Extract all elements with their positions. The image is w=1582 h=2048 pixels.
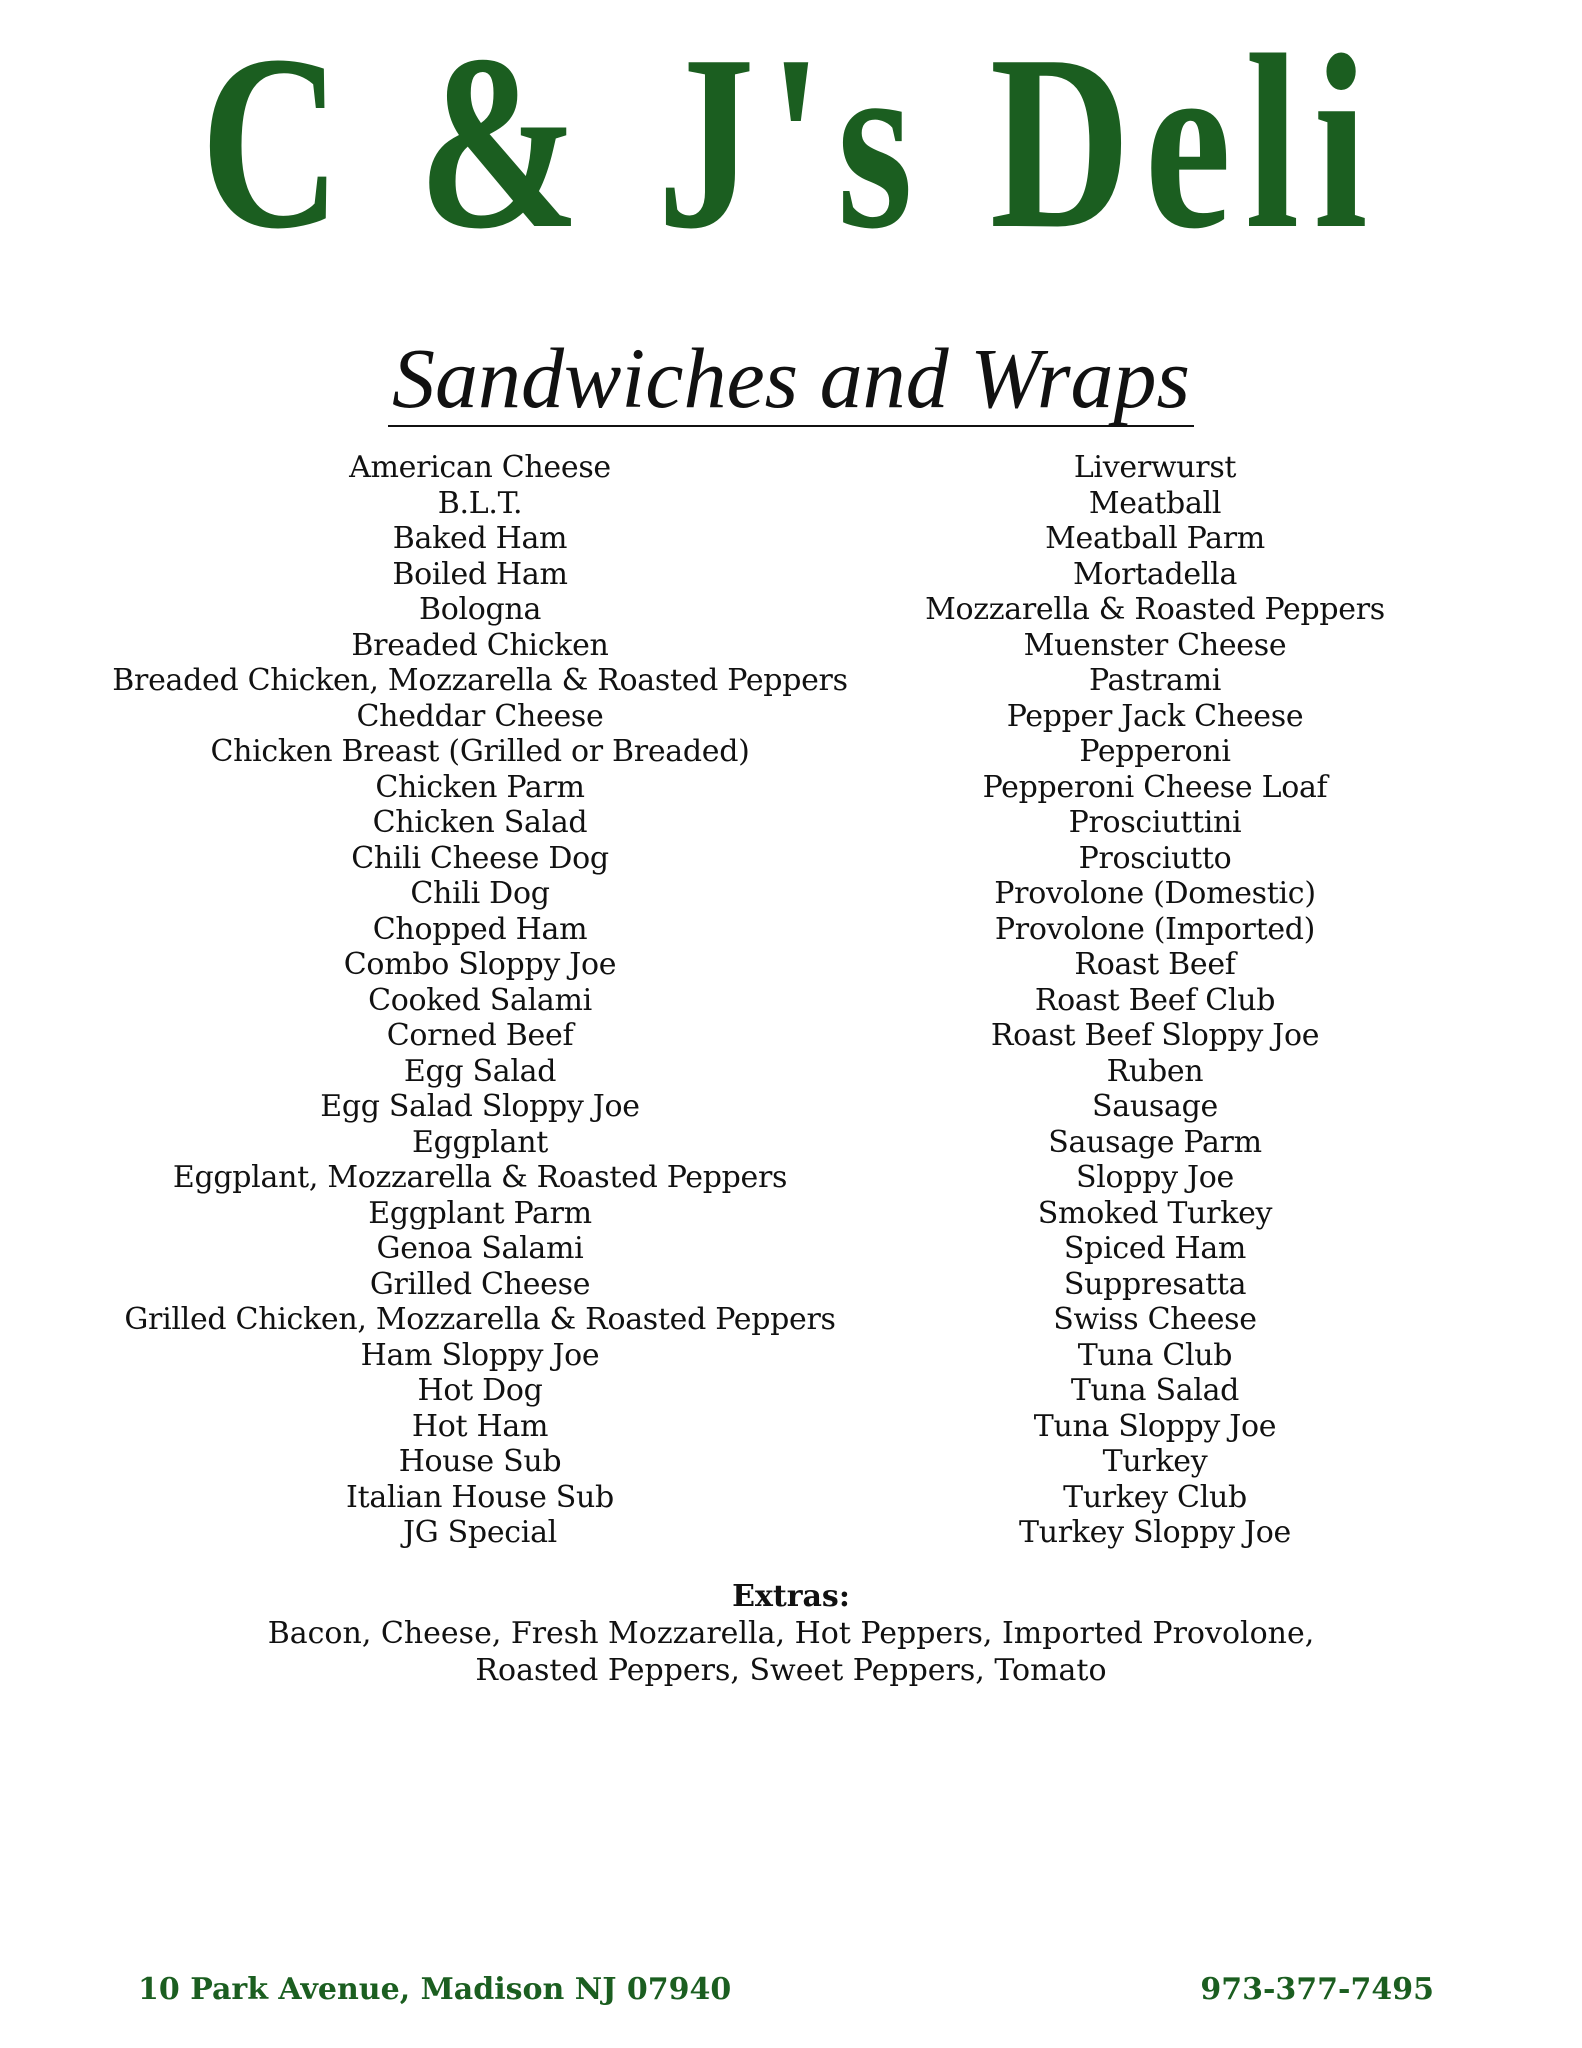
menu-item: Breaded Chicken, Mozzarella & Roasted Peppers [112,663,848,698]
menu-item: Eggplant Parm [368,1195,592,1231]
menu-item: Egg Salad Sloppy Joe [320,1089,640,1124]
menu-item: American Cheese [349,450,611,485]
menu-item: Cheddar Cheese [356,698,604,734]
menu-item: Pepper Jack Cheese [1006,698,1304,734]
menu-item: Tuna Club [1077,1337,1233,1373]
menu-item: Ruben [1106,1053,1204,1089]
menu-item: Roast Beef Sloppy Joe [990,1018,1320,1053]
menu-item: Bologna [418,592,542,627]
menu-list-right [830,450,1480,1551]
menu-item: Pepperoni [1079,734,1231,769]
menu-item: Muenster Cheese [1023,627,1287,663]
menu-item: Turkey Club [1063,1479,1247,1515]
menu-item: Meatball [1088,485,1222,521]
menu-item: Suppresatta [1063,1266,1247,1302]
menu-item: Eggplant, Mozzarella & Roasted Peppers [172,1160,788,1195]
menu-item: B.L.T. [437,485,523,521]
menu-item: Roast Beef Club [1034,982,1276,1018]
menu-item: Chili Cheese Dog [351,840,609,876]
menu-item: Smoked Turkey [1037,1195,1273,1231]
menu-item: Cooked Salami [368,982,592,1018]
menu-item: Prosciuttini [1068,805,1242,840]
menu-item: Mozzarella & Roasted Peppers [925,592,1385,627]
menu-item: Provolone (Domestic) [994,876,1316,911]
menu-item: Baked Ham [392,521,568,556]
menu-item: Liverwurst [1073,450,1237,485]
menu-item: Boiled Ham [392,556,568,592]
menu-item: Sloppy Joe [1076,1160,1234,1195]
menu-item: Egg Salad [403,1053,557,1089]
menu-item: Turkey Sloppy Joe [1019,1515,1291,1550]
menu-item: Italian House Sub [346,1479,614,1515]
menu-item: Sausage Parm [1048,1124,1262,1160]
menu-item: Chili Dog [410,876,550,911]
menu-item: Corned Beef [386,1018,574,1053]
menu-item: Grilled Chicken, Mozzarella & Roasted Peppers [124,1302,836,1337]
menu-item: Breaded Chicken [351,627,609,663]
menu-item: Sausage [1092,1089,1218,1124]
menu-item: Tuna Salad [1070,1373,1240,1408]
menu-item: Hot Ham [411,1408,549,1444]
extras-line-1: Bacon, Cheese, Fresh Mozzarella, Hot Peppers, Imported Provolone, [267,1616,1315,1651]
extras-line-2: Roasted Peppers, Sweet Peppers, Tomato [475,1653,1107,1688]
section-title [0,330,1582,427]
menu-item: Eggplant [412,1124,548,1160]
menu-item: Chicken Parm [375,769,585,805]
menu-item: Chicken Breast (Grilled or Breaded) [210,734,750,769]
deli-logo-title: C & J's Deli [200,4,1382,281]
extras-section [0,1578,1582,1689]
menu-item: Tuna Sloppy Joe [1033,1408,1277,1444]
menu-item: Meatball Parm [1045,521,1265,556]
section-title-text: Sandwiches and Wraps [388,335,1194,427]
menu-item: Turkey [1102,1444,1208,1479]
menu-item: Pastrami [1088,663,1222,698]
extras-heading: Extras: [732,1579,850,1614]
menu-item: JG Special [403,1515,557,1550]
menu-item: Roast Beef [1074,947,1236,982]
footer-phone: 973-377-7495 [1200,1972,1434,2007]
menu-item: Mortadella [1072,556,1238,592]
footer-address: 10 Park Avenue, Madison NJ 07940 [138,1972,732,2007]
menu-item: Genoa Salami [376,1231,584,1266]
menu-item: Chopped Ham [372,911,588,947]
menu-item: Swiss Cheese [1053,1302,1257,1337]
menu-item: Grilled Cheese [369,1266,591,1302]
menu-item: Prosciutto [1078,840,1232,876]
menu-item: Pepperoni Cheese Loaf [982,769,1328,805]
menu-item: Chicken Salad [372,805,588,840]
menu-item: Hot Dog [417,1373,543,1408]
menu-item: Provolone (Imported) [994,911,1316,947]
menu-item: Spiced Ham [1063,1231,1247,1266]
menu-item: Ham Sloppy Joe [360,1337,600,1373]
menu-item: Combo Sloppy Joe [343,947,617,982]
menu-list-left [100,450,860,1551]
menu-item: House Sub [398,1444,562,1479]
